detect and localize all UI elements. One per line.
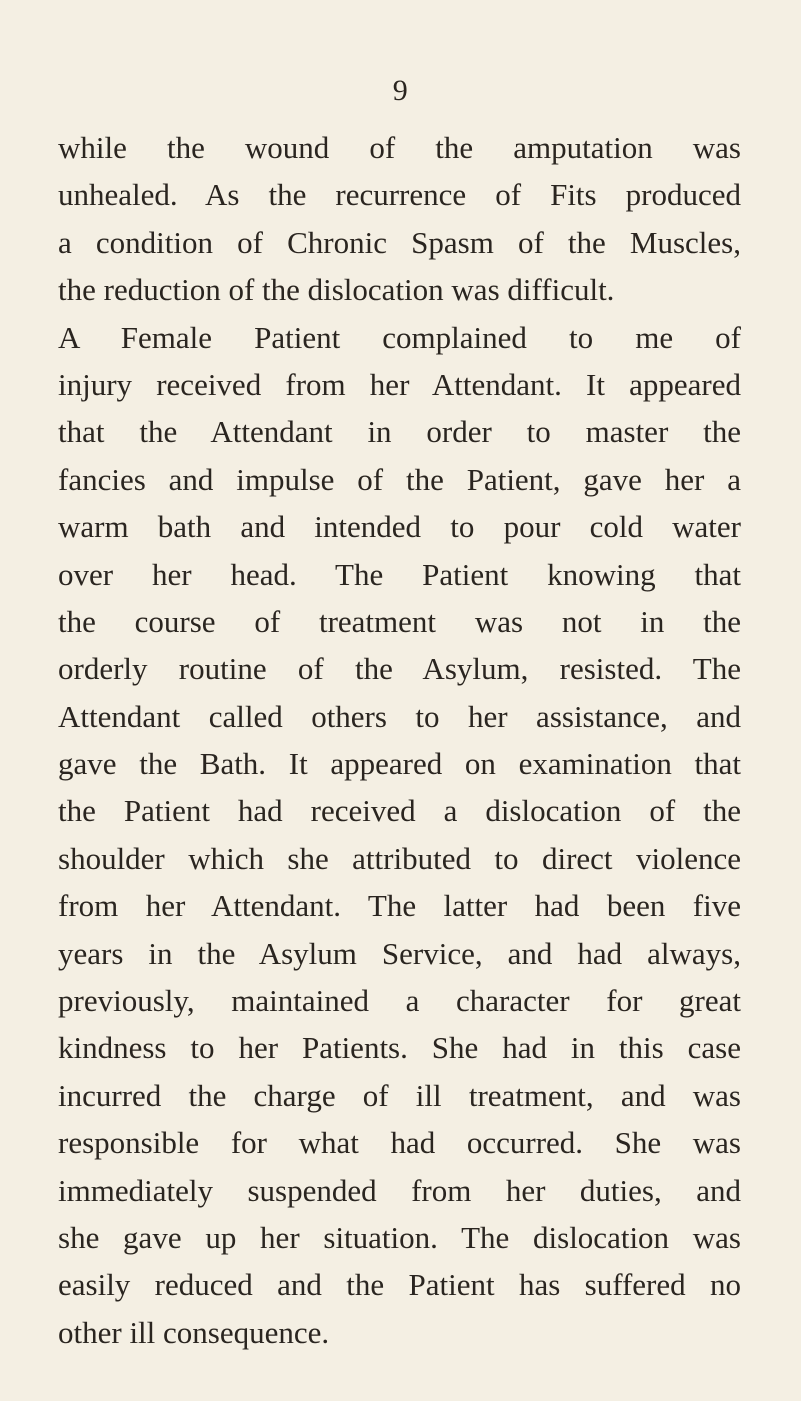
body-text	[58, 124, 741, 1356]
text-line: Attendant called others to her assistance, and	[58, 698, 741, 734]
text-line: kindness to her Patients. She had in this case	[58, 1030, 741, 1066]
text-line: while the wound of the amputation was	[58, 130, 741, 165]
text-line: over her head. The Patient knowing that	[58, 556, 741, 592]
text-line: the course of treatment was not in the	[58, 603, 741, 639]
text-line: previously, maintained a character for great	[58, 983, 741, 1019]
text-line: easily reduced and the Patient has suffered no	[58, 1267, 741, 1303]
text-line: incurred the charge of ill treatment, and was	[58, 1077, 741, 1113]
text-line: fancies and impulse of the Patient, gave her a	[58, 461, 741, 497]
text-line: injury received from her Attendant. It appeared	[58, 366, 741, 402]
text-line: years in the Asylum Service, and had always,	[58, 935, 741, 971]
text-line: responsible for what had occurred. She was	[58, 1125, 741, 1161]
text-line: other ill consequence.	[58, 1314, 330, 1350]
text-line: orderly routine of the Asylum, resisted. The	[58, 651, 741, 687]
page-number: 9	[392, 74, 409, 107]
text-line: the reduction of the dislocation was difficult.	[58, 272, 615, 308]
text-line: A Female Patient complained to me of	[58, 319, 741, 355]
text-line: the Patient had received a dislocation of the	[58, 793, 741, 829]
text-line: unhealed. As the recurrence of Fits produced	[58, 177, 741, 213]
text-line: shoulder which she attributed to direct violence	[58, 840, 741, 876]
text-line: immediately suspended from her duties, and	[58, 1172, 741, 1208]
text-line: gave the Bath. It appeared on examination that	[58, 746, 741, 782]
text-line: from her Attendant. The latter had been five	[58, 888, 741, 924]
text-line: a condition of Chronic Spasm of the Muscles,	[58, 224, 741, 260]
text-line: that the Attendant in order to master the	[58, 414, 741, 450]
text-line: she gave up her situation. The dislocation was	[58, 1219, 741, 1255]
text-line: warm bath and intended to pour cold water	[58, 509, 741, 545]
